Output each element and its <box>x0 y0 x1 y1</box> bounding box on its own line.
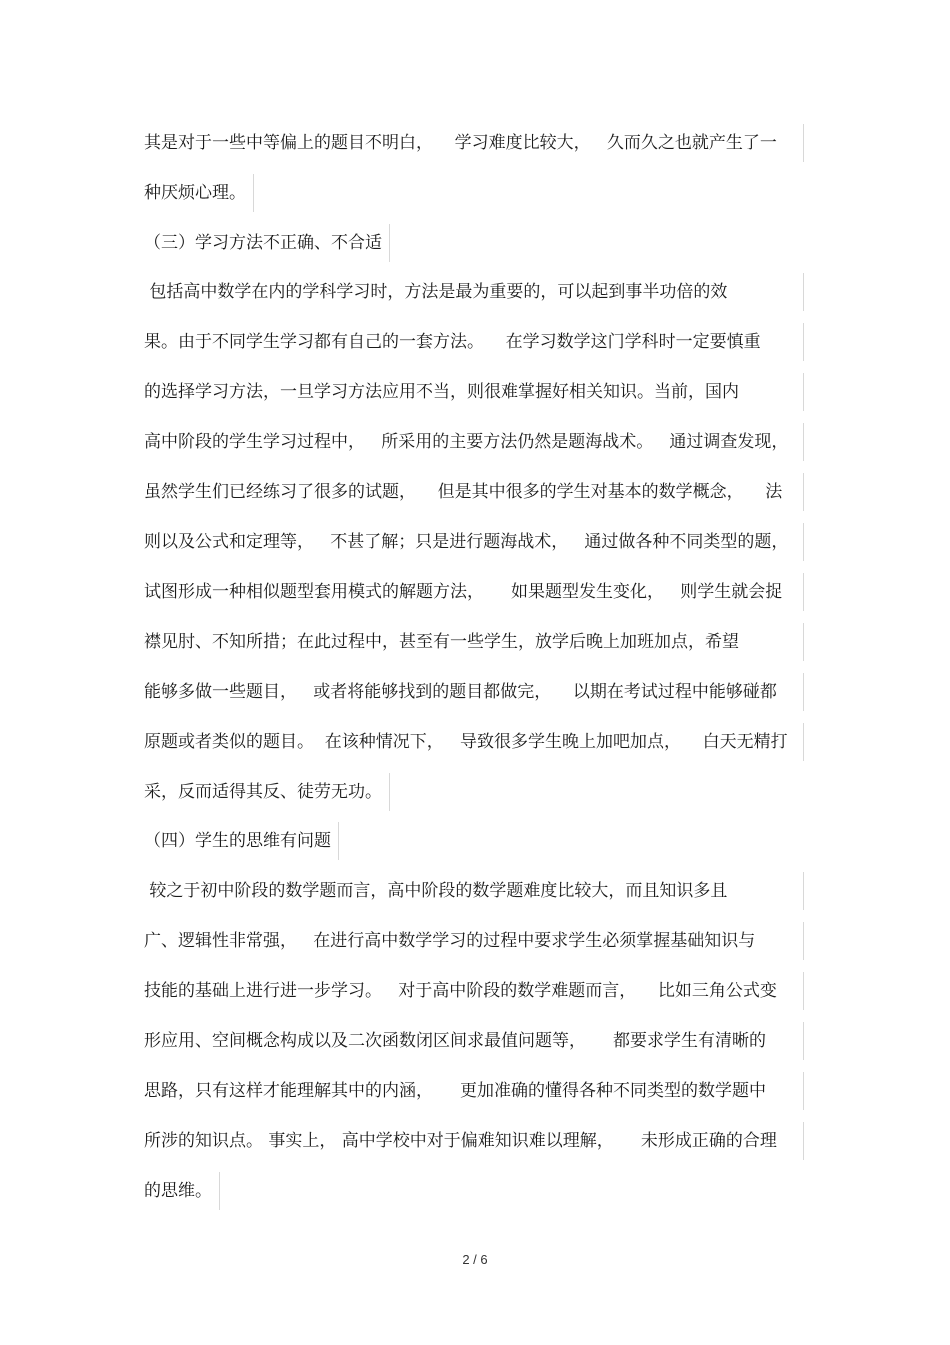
section-heading: （三）学习方法不正确、不合适 <box>144 226 390 260</box>
paragraph-line: 试图形成一种相似题型套用模式的解题方法， 如果题型发生变化， 则学生就会捉 <box>144 575 804 609</box>
paragraph-line: 果。由于不同学生学习都有自己的一套方法。 在学习数学这门学科时一定要慎重 <box>144 325 804 359</box>
paragraph-line: 采，反而适得其反、徒劳无功。 <box>144 775 390 809</box>
paragraph-line: 原题或者类似的题目。 在该种情况下， 导致很多学生晚上加吧加点， 白天无精打 <box>144 725 804 759</box>
paragraph-line: 高中阶段的学生学习过程中， 所采用的主要方法仍然是题海战术。 通过调查发现， <box>144 425 804 459</box>
paragraph-line: 襟见肘、不知所措；在此过程中，甚至有一些学生，放学后晚上加班加点，希望 <box>144 625 804 659</box>
paragraph-line: 种厌烦心理。 <box>144 176 254 210</box>
paragraph-line: 能够多做一些题目， 或者将能够找到的题目都做完， 以期在考试过程中能够碰都 <box>144 675 804 709</box>
paragraph-line: 包括高中数学在内的学科学习时，方法是最为重要的，可以起到事半功倍的效 <box>144 275 804 309</box>
paragraph-line: 较之于初中阶段的数学题而言，高中阶段的数学题难度比较大，而且知识多且 <box>144 874 804 908</box>
paragraph-line: 的选择学习方法，一旦学习方法应用不当，则很难掌握好相关知识。当前，国内 <box>144 375 804 409</box>
paragraph-line: 思路，只有这样才能理解其中的内涵， 更加准确的懂得各种不同类型的数学题中 <box>144 1074 804 1108</box>
paragraph-line: 广、逻辑性非常强， 在进行高中数学学习的过程中要求学生必须掌握基础知识与 <box>144 924 804 958</box>
paragraph-line: 技能的基础上进行进一步学习。 对于高中阶段的数学难题而言， 比如三角公式变 <box>144 974 804 1008</box>
paragraph-line: 其是对于一些中等偏上的题目不明白， 学习难度比较大， 久而久之也就产生了一 <box>144 126 804 160</box>
paragraph-line: 则以及公式和定理等， 不甚了解；只是进行题海战术， 通过做各种不同类型的题， <box>144 525 804 559</box>
page-number: 2 / 6 <box>462 1252 488 1267</box>
paragraph-line: 所涉的知识点。 事实上， 高中学校中对于偏难知识难以理解， 未形成正确的合理 <box>144 1124 804 1158</box>
paragraph-line: 形应用、空间概念构成以及二次函数闭区间求最值问题等， 都要求学生有清晰的 <box>144 1024 804 1058</box>
paragraph-line: 的思维。 <box>144 1174 220 1208</box>
paragraph-line: 虽然学生们已经练习了很多的试题， 但是其中很多的学生对基本的数学概念， 法 <box>144 475 804 509</box>
section-heading: （四）学生的思维有问题 <box>144 824 339 858</box>
